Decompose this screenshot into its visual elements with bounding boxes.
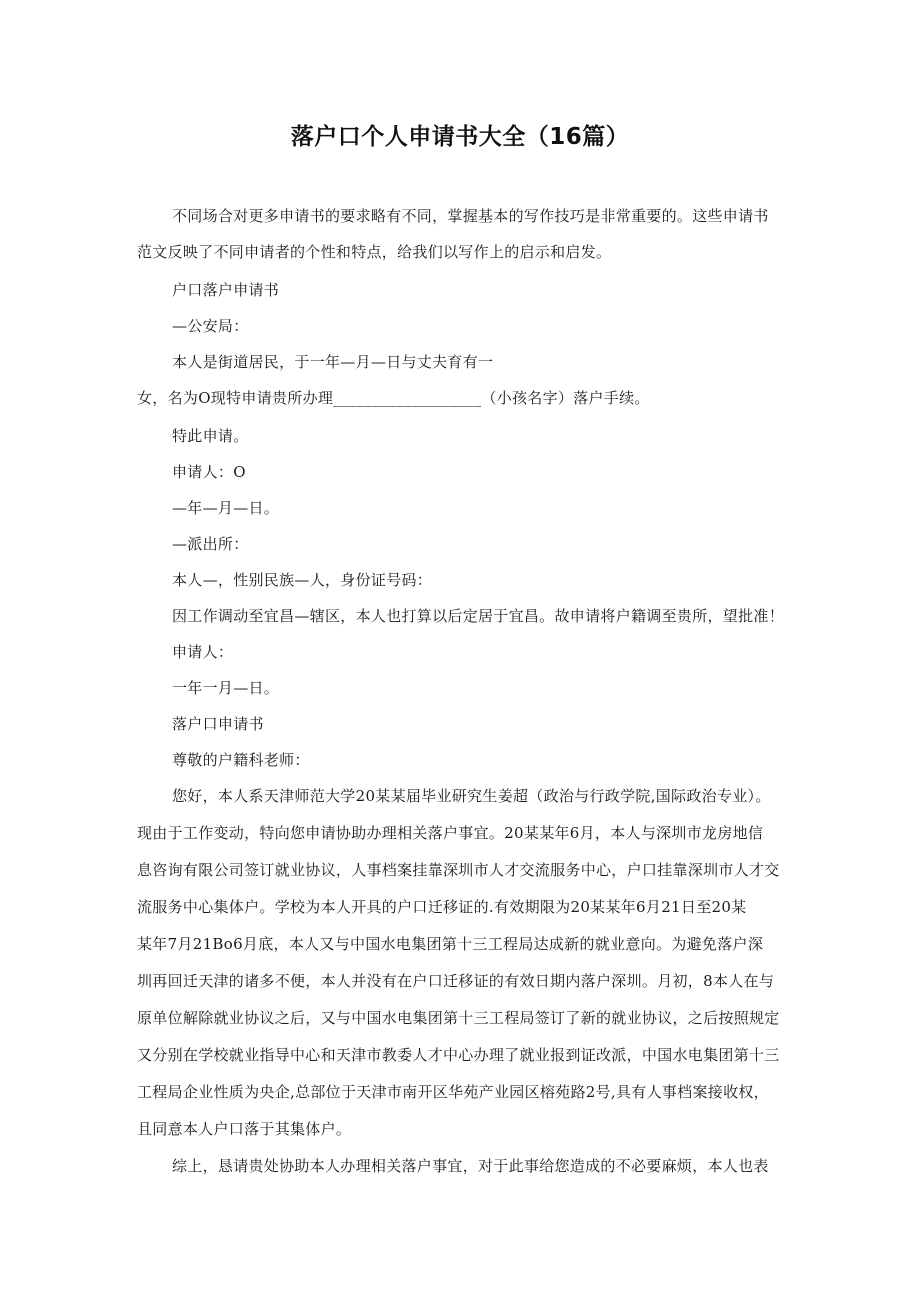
letter3-body-line-4: 流服务中心集体户。学校为本人开具的户口迁移证的.有效期限为20某某年6月21日至20某 [137,898,747,916]
letter2-addressee: —派出所： [172,535,249,553]
letter3-body-line-8: 又分别在学校就业指导中心和天津市教委人才中心办理了就业报到证改派，中国水电集团第十三 [137,1046,780,1064]
letter1-body-line-1: 本人是街道居民，于一年—月—日与丈夫育有一 [172,353,494,371]
letter3-body-line-3: 息咨询有限公司签订就业协议，人事档案挂靠深圳市人才交流服务中心，户口挂靠深圳市人才交 [137,861,780,879]
letter1-heading: 户口落户申请书 [172,281,280,299]
intro-line-2: 范文反映了不同申请者的个性和特点，给我们以写作上的启示和启发。 [137,243,612,261]
letter3-body-line-10: 且同意本人户口落于其集体户。 [137,1120,352,1138]
letter3-body-line-6: 圳再回迁天津的诸多不便，本人并没有在户口迁移证的有效日期内落户深圳。月初，8本人在与 [137,972,775,990]
letter2-date: 一年一月—日。 [172,679,280,697]
letter3-body-line-5: 某年7月21Bo6月底，本人又与中国水电集团第十三工程局达成新的就业意向。为避免落户深 [137,935,764,953]
letter1-body-line-2: 女，名为O现特申请贵所办理___________________（小孩名字）落户手续。 [137,389,650,407]
letter2-body: 因工作调动至宜昌—辖区，本人也打算以后定居于宜昌。故申请将户籍调至贵所，望批准！ [172,607,785,625]
letter3-addressee: 尊敬的户籍科老师： [172,751,310,769]
letter3-conclusion: 综上，恳请贵处协助本人办理相关落户事宜，对于此事给您造成的不必要麻烦，本人也表 [172,1157,769,1175]
letter3-body-line-9: 工程局企业性质为央企,总部位于天津市南开区华苑产业园区榕苑路2号,具有人事档案接收权， [137,1083,769,1101]
letter2-info: 本人—，性别民族—人，身份证号码： [172,571,433,589]
letter1-addressee: —公安局： [172,317,249,335]
letter3-body-line-1: 您好，本人系天津师范大学20某某届毕业研究生姜超（政治与行政学院,国际政治专业）。 [172,787,771,805]
letter3-heading: 落户口申请书 [172,715,264,733]
letter3-body-line-7: 原单位解除就业协议之后，又与中国水电集团第十三工程局签订了新的就业协议，之后按照规定 [137,1009,780,1027]
letter1-date: —年—月—日。 [172,499,280,517]
letter3-body-line-2: 现由于工作变动，特向您申请协助办理相关落户事宜。20某某年6月，本人与深圳市龙房地信 [137,824,764,842]
intro-line-1: 不同场合对更多申请书的要求略有不同，掌握基本的写作技巧是非常重要的。这些申请书 [172,207,769,225]
letter1-applicant: 申请人：O [172,463,246,481]
letter2-applicant: 申请人： [172,643,234,661]
letter1-closing: 特此申请。 [172,427,249,445]
document-title: 落户口个人申请书大全（16篇） [290,124,630,150]
